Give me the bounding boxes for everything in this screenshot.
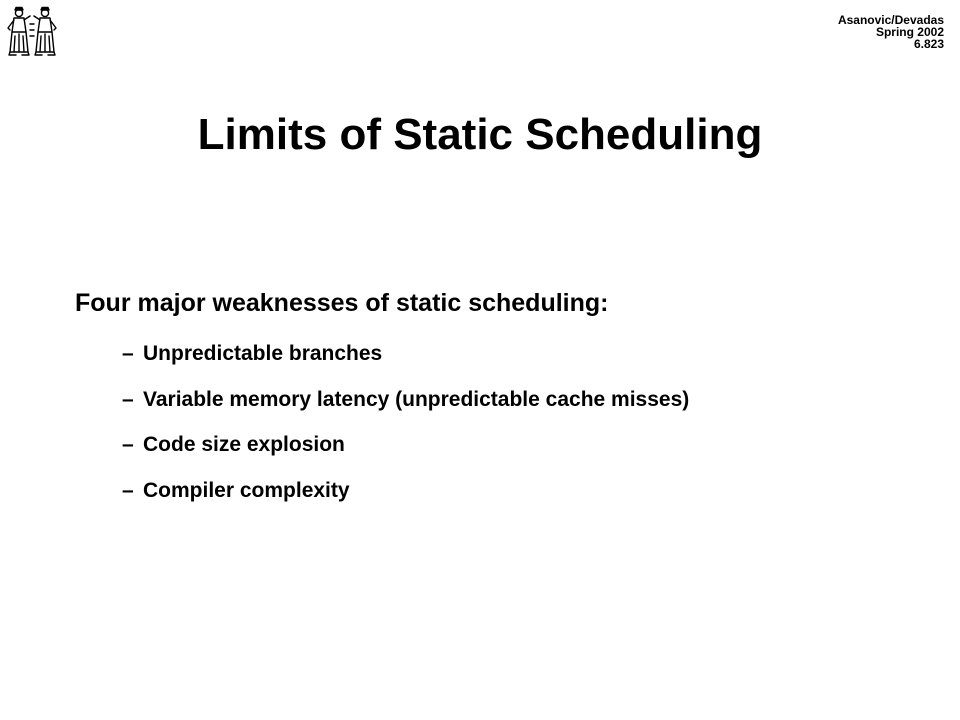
list-item-text: Unpredictable branches	[143, 342, 383, 365]
list-item	[122, 427, 689, 473]
list-item-text: Compiler complexity	[143, 478, 350, 502]
list-item	[122, 473, 689, 519]
weakness-list	[122, 336, 689, 518]
bullet-dash: –	[122, 433, 134, 456]
bullet-dash: –	[122, 478, 134, 502]
list-item	[122, 382, 689, 428]
header-term: Spring 2002	[875, 25, 944, 39]
list-item-text: Code size explosion	[143, 433, 345, 456]
list-item	[122, 336, 689, 382]
list-item-text: Variable memory latency (unpredictable cache misses)	[143, 387, 690, 411]
header-authors: Asanovic/Devadas	[837, 13, 944, 27]
course-header	[838, 14, 944, 50]
bullet-dash: –	[122, 387, 134, 411]
two-figures-engraving-logo-icon	[6, 6, 60, 56]
slide-title: Limits of Static Scheduling	[197, 110, 763, 159]
bullet-dash: –	[122, 342, 134, 365]
slide-intro: Four major weaknesses of static scheduling:	[75, 289, 609, 317]
header-course-number: 6.823	[913, 37, 944, 51]
